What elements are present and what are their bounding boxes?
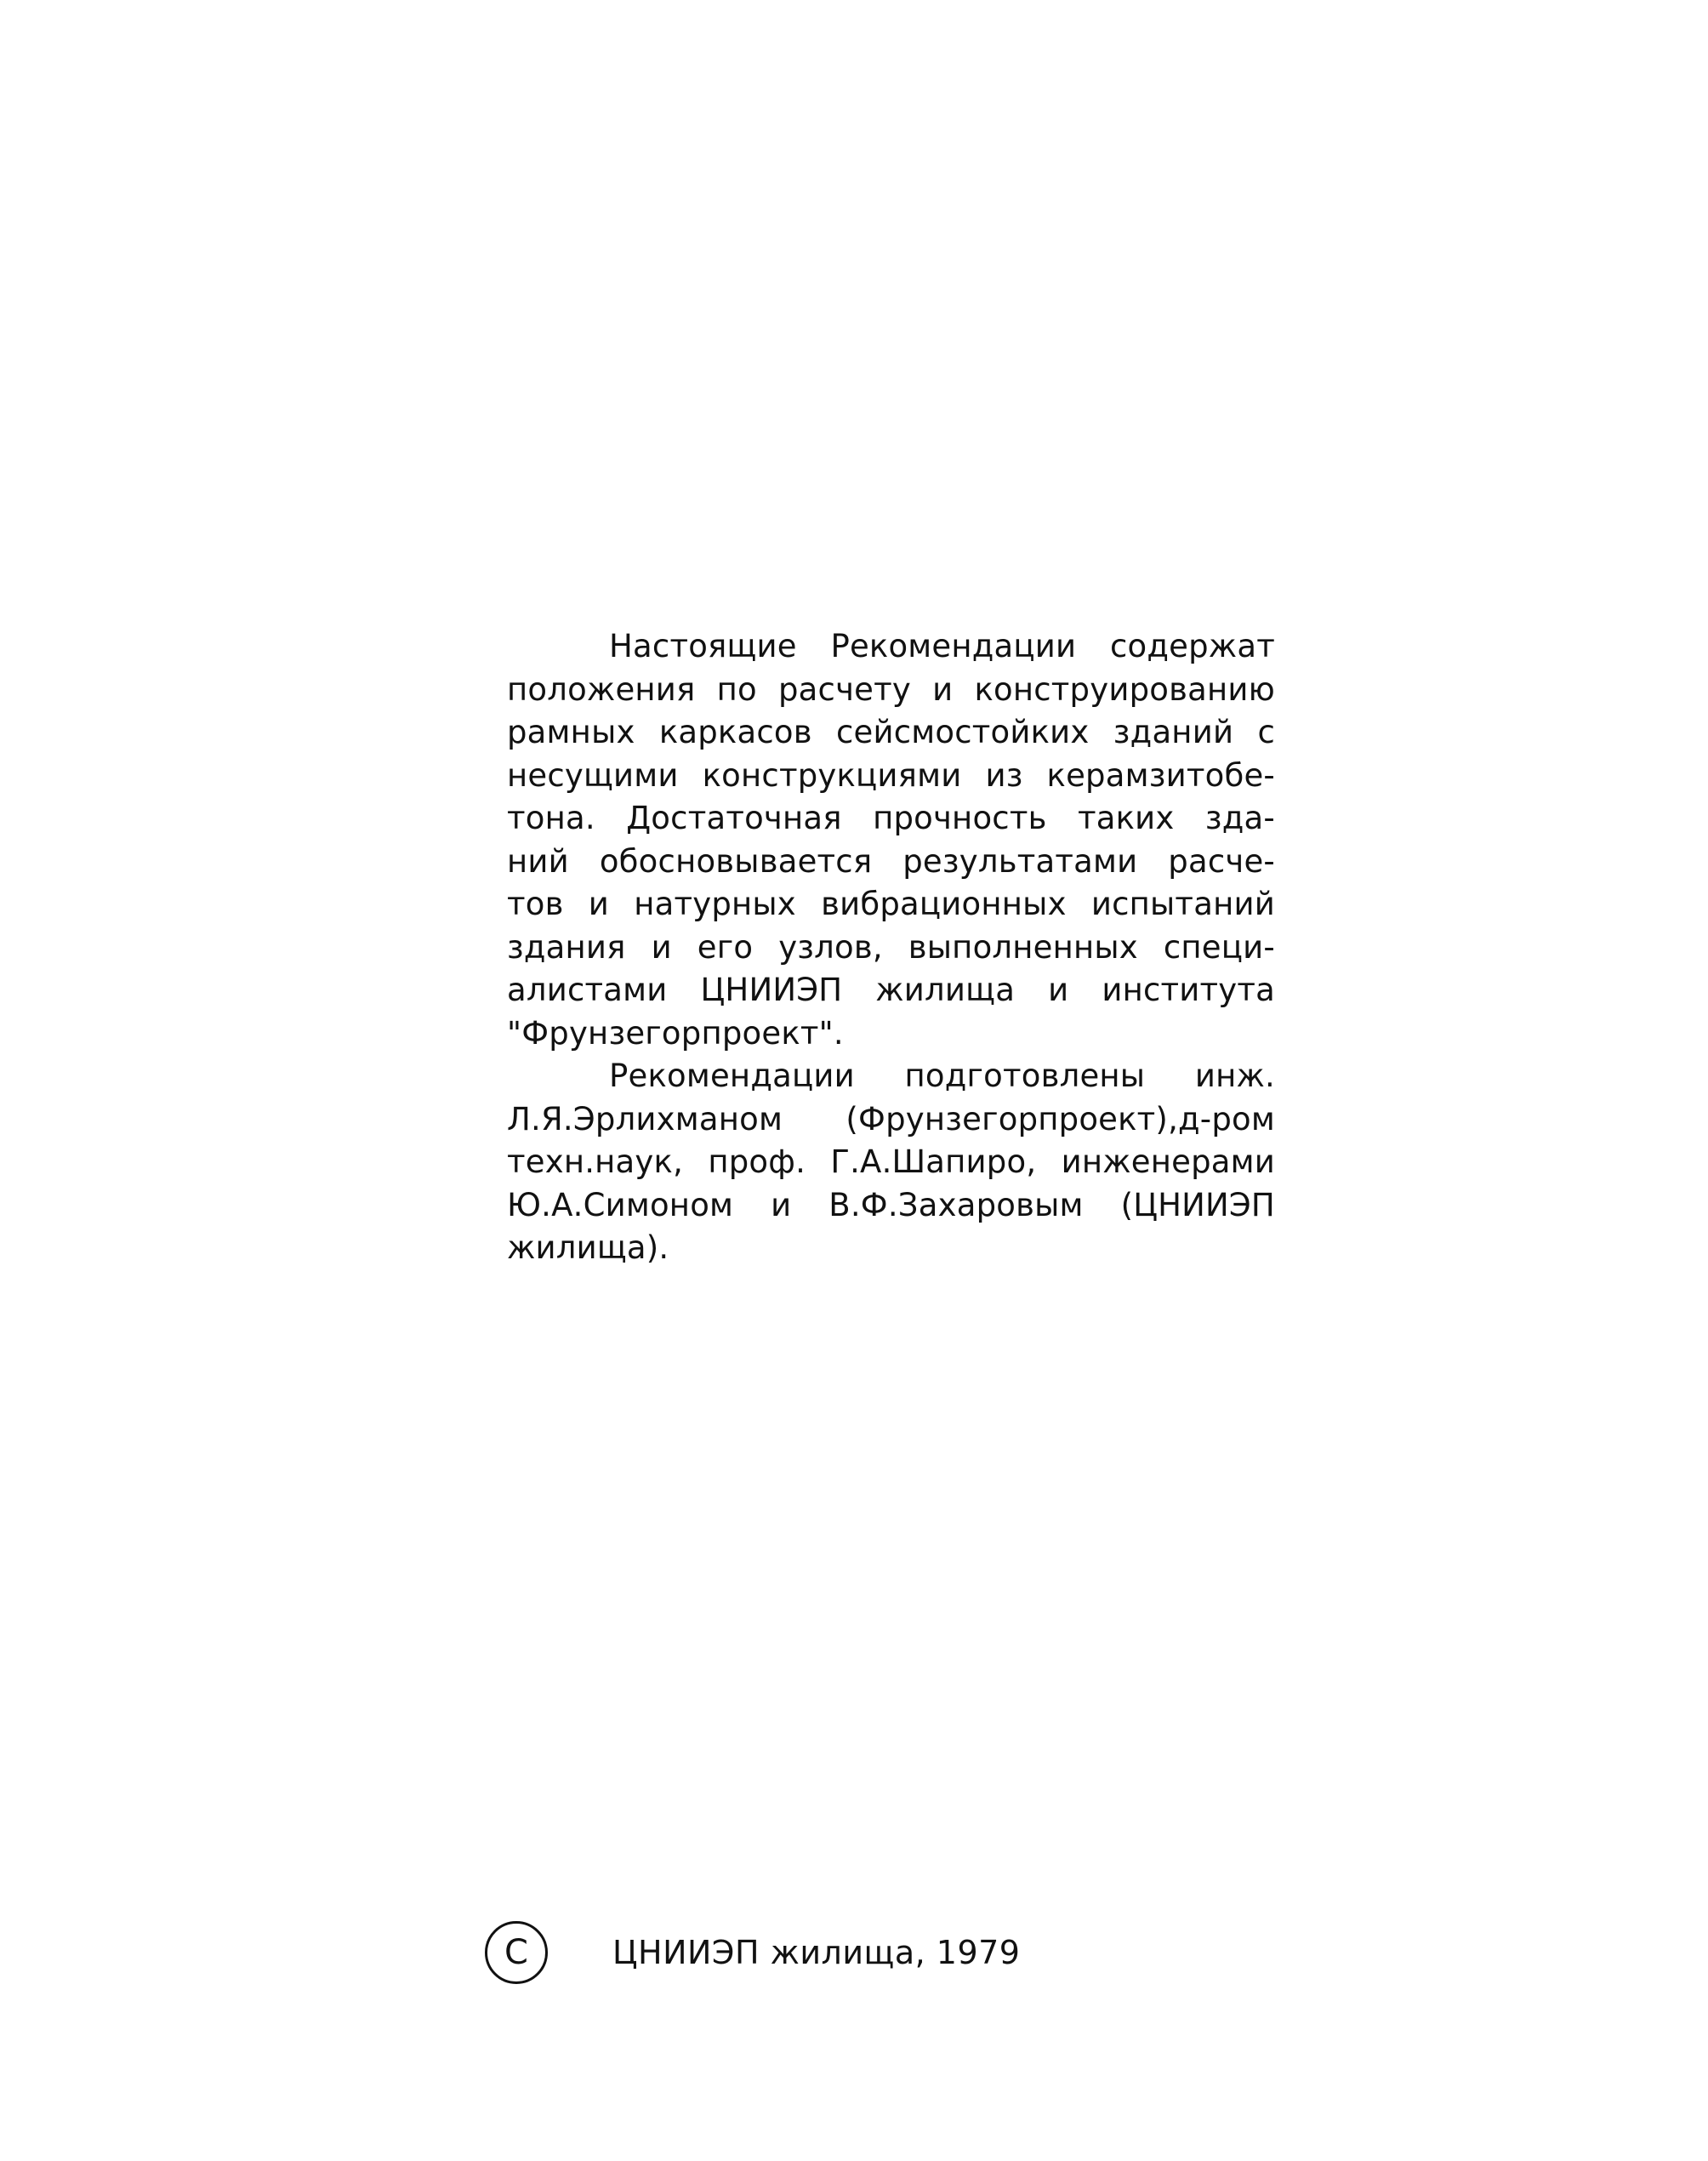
word: и	[932, 670, 954, 708]
word: (ЦНИИЭП	[1120, 1186, 1275, 1223]
copyright-icon	[485, 1921, 548, 1984]
word: Ю.А.Симоном	[507, 1186, 734, 1223]
word: сейсмостойких	[836, 714, 1090, 750]
word: тов	[507, 886, 564, 922]
word: Рекомендации	[609, 1058, 855, 1094]
word: конструкциями	[702, 756, 962, 794]
text-line	[507, 1098, 1275, 1142]
word: алистами	[507, 972, 668, 1008]
word: прочность	[873, 800, 1047, 836]
word: расче-	[1168, 842, 1275, 880]
word: ний	[507, 842, 569, 880]
word: проф.	[708, 1143, 806, 1180]
word: обосновывается	[599, 842, 873, 880]
word: конструированию	[974, 670, 1275, 708]
word: его	[697, 928, 754, 966]
word: зданий	[1113, 714, 1234, 750]
word: положения	[507, 670, 696, 708]
text-line	[507, 669, 1275, 712]
word: по	[716, 670, 757, 708]
word: инженерами	[1061, 1143, 1275, 1180]
text-line	[507, 1012, 1275, 1056]
word: (Фрунзегорпроект),д-ром	[845, 1100, 1275, 1138]
text-line	[507, 969, 1275, 1012]
word: Рекомендации	[830, 628, 1077, 664]
text-line	[507, 1227, 1275, 1270]
word: вибрационных	[821, 886, 1067, 922]
word: с	[1257, 714, 1275, 750]
word: рамных	[507, 714, 635, 750]
word: Достаточная	[626, 800, 842, 836]
word: Г.А.Шапиро,	[830, 1143, 1037, 1180]
word: тона.	[507, 800, 595, 836]
annotation-text-block	[507, 625, 1275, 1270]
word: инж.	[1194, 1058, 1275, 1094]
word: Л.Я.Эрлихманом	[507, 1100, 783, 1138]
text-line	[507, 1141, 1275, 1184]
text-line	[507, 711, 1275, 755]
copyright-notice	[485, 1919, 1020, 1987]
word: специ-	[1163, 928, 1275, 966]
word: таких	[1077, 800, 1175, 836]
word: и	[771, 1186, 792, 1223]
text-line	[507, 625, 1275, 669]
text-line	[507, 841, 1275, 884]
word: натурных	[634, 886, 796, 922]
word: института	[1102, 972, 1275, 1008]
word: расчету	[778, 670, 911, 708]
word: керамзитобе-	[1046, 756, 1275, 794]
word: техн.наук,	[507, 1143, 684, 1180]
word: жилища	[875, 972, 1016, 1008]
text-line	[507, 1055, 1275, 1098]
word: ЦНИИЭП	[700, 972, 843, 1008]
word: и	[1048, 972, 1069, 1008]
word: результатами	[902, 842, 1138, 880]
word: В.Ф.Захаровым	[828, 1186, 1084, 1223]
word: выполненных	[908, 928, 1138, 966]
word: подготовлены	[904, 1058, 1146, 1094]
word: "Фрунзегорпроект".	[507, 1014, 844, 1052]
word: содержат	[1110, 628, 1275, 664]
text-line	[507, 927, 1275, 970]
word: здания	[507, 928, 626, 966]
text-line	[507, 755, 1275, 798]
text-line	[507, 797, 1275, 841]
text-line	[507, 1184, 1275, 1228]
word: каркасов	[658, 714, 812, 750]
copyright-symbol: С	[504, 1933, 528, 1972]
word: несущими	[507, 756, 679, 794]
word: жилища).	[507, 1229, 669, 1266]
word: зда-	[1204, 800, 1275, 836]
word: испытаний	[1090, 886, 1275, 922]
word: Настоящие	[609, 628, 797, 664]
word: из	[985, 756, 1023, 794]
word: узлов,	[778, 928, 883, 966]
word: и	[588, 886, 610, 922]
word: и	[651, 928, 672, 966]
copyright-text: ЦНИИЭП жилища, 1979	[612, 1934, 1021, 1971]
text-line	[507, 883, 1275, 927]
